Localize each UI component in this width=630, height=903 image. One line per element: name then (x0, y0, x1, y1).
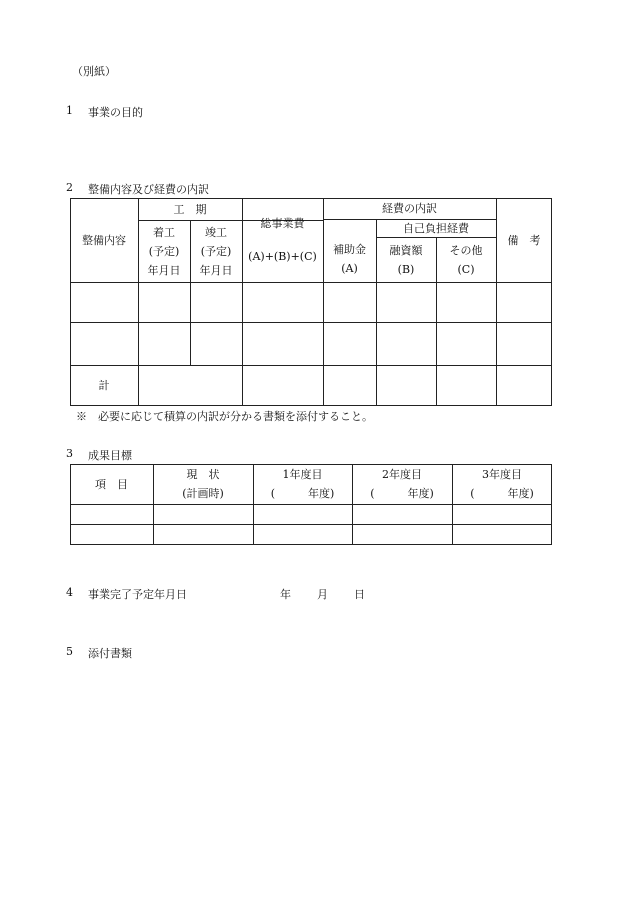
th-total: 総事業費 (A)+(B)+(C) (248, 217, 317, 263)
th-loan: 融資額 (B) (389, 243, 423, 276)
th-end: 竣工 (予定) 年月日 (199, 225, 233, 277)
section-5-title: 添付書類 (88, 647, 132, 660)
completion-day-label: 日 (354, 588, 365, 601)
th2-year1: 1年度目 ( 年度) (270, 468, 335, 500)
attachment-label: （別紙） (72, 65, 116, 78)
th-item: 整備内容 (82, 233, 126, 247)
th-remarks: 備 考 (507, 233, 541, 247)
th2-year3: 3年度目 ( 年度) (470, 468, 534, 500)
th2-year2: 2年度目 ( 年度) (370, 468, 434, 500)
th2-item: 項 目 (95, 477, 128, 491)
th2-current: 現 状 (計画時) (182, 468, 224, 500)
section-2-title: 整備内容及び経費の内訳 (88, 183, 209, 196)
section-3-title: 成果目標 (88, 449, 132, 462)
section-5-number: 5 (66, 645, 73, 658)
th-start: 着工 (予定) 年月日 (147, 225, 181, 277)
completion-month-label: 月 (317, 588, 328, 601)
th-breakdown: 経費の内訳 (382, 202, 437, 215)
th-self-burden: 自己負担経費 (403, 221, 469, 235)
section-4-number: 4 (66, 586, 73, 599)
section-1-number: 1 (66, 104, 73, 117)
section-4-title: 事業完了予定年月日 (88, 588, 187, 601)
th-period: 工 期 (173, 202, 207, 216)
section-3-number: 3 (66, 447, 73, 460)
section-2-number: 2 (66, 181, 73, 194)
completion-year-label: 年 (280, 588, 291, 601)
th-other: その他 (C) (449, 243, 483, 276)
section-1-title: 事業の目的 (88, 106, 143, 119)
th-subsidy: 補助金 (A) (333, 242, 366, 275)
total-row-label: 計 (98, 379, 110, 392)
note: ※ 必要に応じて積算の内訳が分かる書類を添付すること。 (76, 410, 373, 423)
